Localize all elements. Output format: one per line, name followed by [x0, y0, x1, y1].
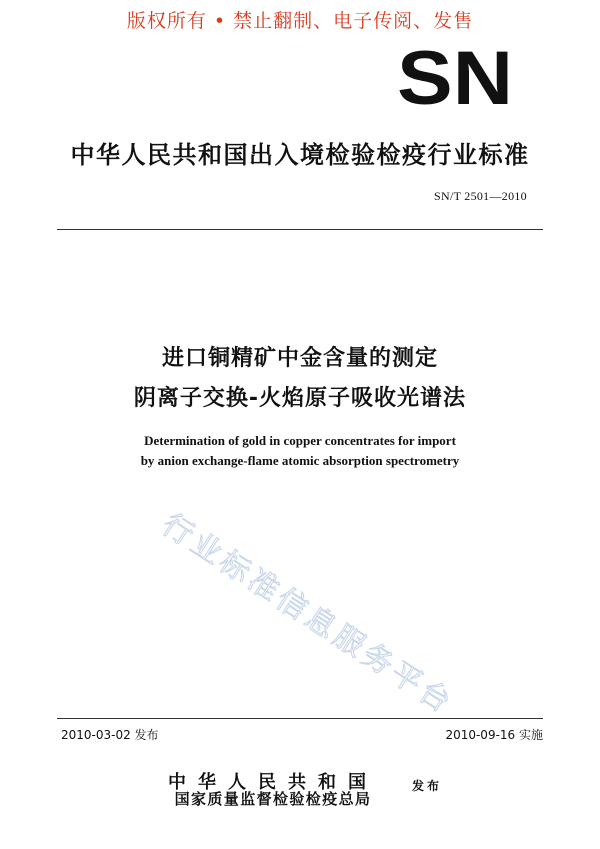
document-title-zh-line1: 进口铜精矿中金含量的测定 — [161, 346, 438, 371]
copyright-notice: 版权所有 • 禁止翻制、电子传阅、发售 — [126, 10, 474, 32]
publish-label: 发布 — [412, 779, 443, 793]
top-divider — [57, 229, 543, 230]
standard-body-title: 中华人民共和国出入境检验检疫行业标准 — [70, 141, 530, 169]
sn-logo-text: SN — [397, 46, 513, 108]
standard-number: SN/T 2501—2010 — [434, 189, 527, 203]
bottom-divider — [57, 718, 543, 719]
watermark-text: 行业标准信息服务平台 — [155, 507, 460, 722]
implementation-date: 2010-09-16 实施 — [445, 728, 543, 742]
document-title-en-line1: Determination of gold in copper concentrates for import — [144, 433, 456, 448]
document-title-zh-line2: 阴离子交换-火焰原子吸收光谱法 — [133, 386, 467, 411]
sn-logo — [396, 46, 514, 108]
document-title-en-line2: by anion exchange-flame atomic absorption spectrometry — [140, 453, 460, 468]
issue-date: 2010-03-02 发布 — [61, 728, 159, 742]
authority-line1: 中华人民共和国 — [168, 772, 378, 793]
watermark — [140, 470, 560, 730]
authority-line2: 国家质量监督检验检疫总局 — [174, 790, 372, 808]
